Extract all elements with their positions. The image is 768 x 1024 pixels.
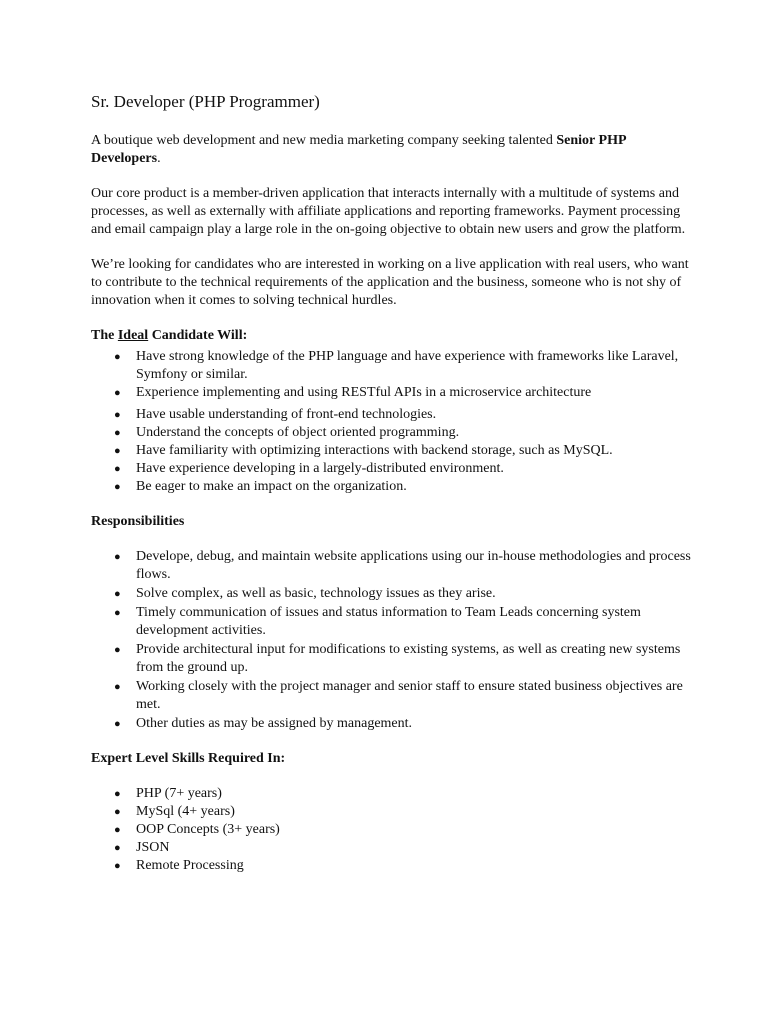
list-item-text: Be eager to make an impact on the organization. <box>136 479 407 494</box>
bullet-icon: ● <box>114 463 121 475</box>
list-item-text: Provide architectural input for modifications to existing systems, as well as creating new systems from the ground up. <box>136 642 681 675</box>
list-item-text: Have familiarity with optimizing interactions with backend storage, such as MySQL. <box>136 443 613 458</box>
bullet-icon: ● <box>114 842 121 854</box>
bullet-icon: ● <box>114 409 121 421</box>
list-item-text: Have usable understanding of front-end technologies. <box>136 407 437 422</box>
list-item <box>91 478 691 496</box>
candidates-paragraph: We’re looking for candidates who are interested in working on a live application with real users, who want to contribute to the technical requirements of the application and the business, someone who is not shy of innovation when it comes to solving technical hurdles. <box>91 257 689 308</box>
ideal-heading-pre: The <box>91 328 118 343</box>
intro-text: A boutique web development and new media marketing company seeking talented <box>91 133 557 148</box>
ideal-candidate-section <box>91 327 691 496</box>
list-item-text: Understand the concepts of object oriented programming. <box>136 425 460 440</box>
list-item <box>91 460 691 478</box>
bullet-icon: ● <box>114 788 121 800</box>
responsibilities-list <box>91 548 691 733</box>
list-item-text: Experience implementing and using RESTful APIs in a microservice architecture <box>136 385 592 400</box>
list-item <box>91 857 691 875</box>
bullet-icon: ● <box>114 860 121 872</box>
list-item <box>91 585 691 603</box>
list-item-text: Solve complex, as well as basic, technology issues as they arise. <box>136 586 496 601</box>
list-item <box>91 548 691 584</box>
responsibilities-heading: Responsibilities <box>91 514 185 529</box>
bullet-icon: ● <box>114 551 121 563</box>
list-item-text: Timely communication of issues and status information to Team Leads concerning system development activities. <box>136 605 641 638</box>
bullet-icon: ● <box>114 427 121 439</box>
list-item-text: Other duties as may be assigned by management. <box>136 716 413 731</box>
bullet-icon: ● <box>114 681 121 693</box>
list-item <box>91 424 691 442</box>
bullet-icon: ● <box>114 481 121 493</box>
list-item <box>91 678 691 714</box>
list-item <box>91 348 691 384</box>
list-item-text: PHP (7+ years) <box>136 786 222 801</box>
bullet-icon: ● <box>114 607 121 619</box>
document-page <box>91 92 691 875</box>
core-product-paragraph: Our core product is a member-driven application that interacts internally with a multitude of systems and processes, as well as externally with affiliate applications and reporting frameworks. Payment processing and email campaign play a large role in the on-going objective to obtain new users and grow the platform. <box>91 186 686 237</box>
list-item <box>91 803 691 821</box>
responsibilities-section <box>91 513 691 733</box>
ideal-heading-post: Candidate Will: <box>148 328 248 343</box>
list-item-text: Working closely with the project manager and senior staff to ensure stated business objectives are met. <box>136 679 683 712</box>
bullet-icon: ● <box>114 718 121 730</box>
intro-paragraph <box>91 132 691 168</box>
list-item <box>91 442 691 460</box>
ideal-candidate-heading <box>91 327 691 345</box>
list-item-text: MySql (4+ years) <box>136 804 235 819</box>
skills-section <box>91 750 691 875</box>
list-item-text: JSON <box>136 840 170 855</box>
ideal-heading-underlined: Ideal <box>117 328 149 343</box>
list-item <box>91 604 691 640</box>
bullet-icon: ● <box>114 644 121 656</box>
list-item <box>91 406 691 424</box>
skills-list <box>91 785 691 875</box>
skills-heading: Expert Level Skills Required In: <box>91 751 286 766</box>
bullet-icon: ● <box>114 387 121 399</box>
list-item <box>91 785 691 803</box>
list-item-text: Develope, debug, and maintain website applications using our in-house methodologies and process flows. <box>136 549 691 582</box>
bullet-icon: ● <box>114 806 121 818</box>
list-item <box>91 715 691 733</box>
intro-bold-role: Senior PHP Developers <box>91 133 626 166</box>
bullet-icon: ● <box>114 824 121 836</box>
list-item <box>91 839 691 857</box>
list-item <box>91 384 691 402</box>
bullet-icon: ● <box>114 351 121 363</box>
page-title: Sr. Developer (PHP Programmer) <box>91 92 320 111</box>
list-item-text: Have strong knowledge of the PHP language and have experience with frameworks like Laravel, Symfony or similar. <box>136 349 679 382</box>
bullet-icon: ● <box>114 588 121 600</box>
list-item-text: Remote Processing <box>136 858 244 873</box>
list-item <box>91 821 691 839</box>
ideal-candidate-list <box>91 348 691 496</box>
list-item-text: OOP Concepts (3+ years) <box>136 822 280 837</box>
intro-period: . <box>157 151 161 166</box>
list-item <box>91 641 691 677</box>
bullet-icon: ● <box>114 445 121 457</box>
list-item-text: Have experience developing in a largely-distributed environment. <box>136 461 504 476</box>
